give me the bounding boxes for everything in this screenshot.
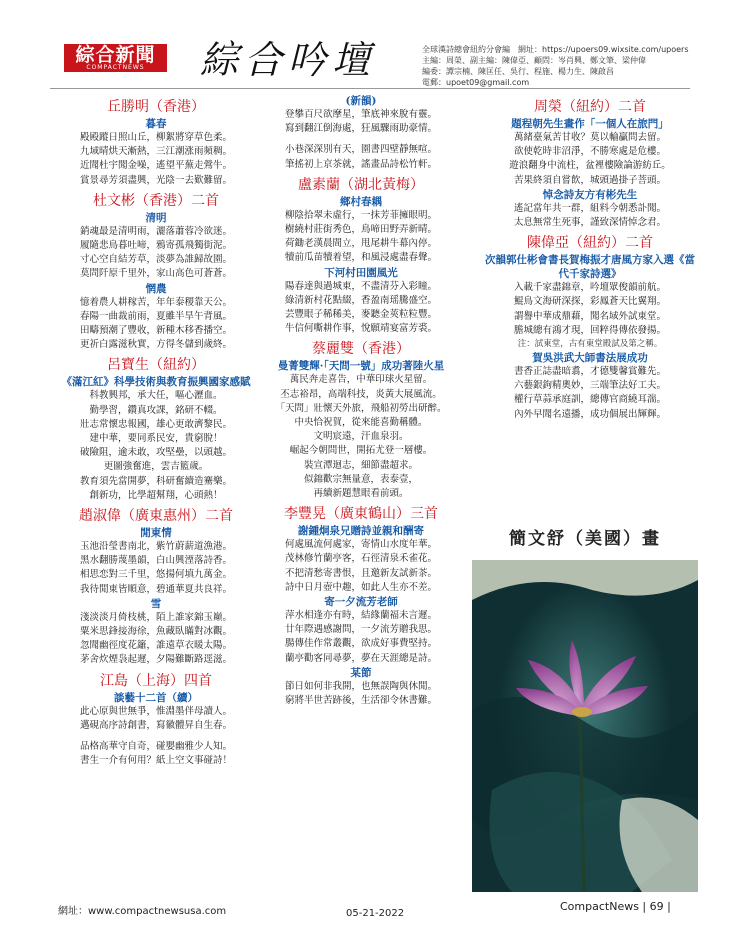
poem-line: 更圖強奮進，雲吉籃歲。: [103, 461, 209, 473]
logo-subtitle: COMPACTNEWS: [86, 64, 145, 71]
poem-author: 周榮（紐約）二首: [534, 99, 646, 115]
footer-page-number: CompactNews | 69 |: [560, 900, 671, 913]
poem-line: 科教興邦，承大任，嘔心瀝血。: [89, 390, 223, 402]
poem-line: 小巷深深別有天，園書四壁靜無喧。: [284, 144, 437, 156]
poem-title: 《滿江紅》科學技術與教育振興國家感賦: [61, 376, 251, 389]
poem-line: 遙記當年共一群，組料今朝悉訃聞。: [513, 202, 666, 214]
poem-line: 更祈白露滋秋實，方得冬儲到歲終。: [79, 339, 232, 351]
lotus-painting: [472, 560, 698, 892]
column-middle: [252, 94, 470, 708]
poem-line: 寸心空自結芳草，淡夢為誰歸故園。: [79, 254, 232, 266]
poem-author: 李豐晃（廣東鶴山）三首: [284, 506, 438, 523]
poem-line: 品格高華守自奇，碰嬰幽雅少人知。: [79, 741, 232, 753]
poem-line: 膽城總有鴻才現，回粹得傳依發揚。: [513, 324, 666, 336]
poem-line: 淺淡淡月倚枝桃，陌上誰家錦玉巔。: [79, 611, 232, 623]
poem-line: 再續新題慧眼看前頭。: [313, 488, 409, 500]
poem-line: 不把清愁寄書恨，且邀新友試新茶。: [284, 567, 437, 579]
poem-line: 春陽一曲裁前雨，夏雖半旱午背風。: [79, 310, 232, 322]
poem-line: 陽春達與過城東，不盡清芬入彩瞳。: [284, 280, 437, 292]
poem-title: 暮春: [145, 118, 167, 130]
poem-line: 田疇預潮了豐收，新種木移香播空。: [79, 325, 232, 337]
poem-line: 勤學習，鑽真攻課，銘研不輟。: [89, 404, 223, 416]
poem-title: 次韻郭仕彬會書長賀梅振才唐風方家入選《當代千家詩選》: [485, 254, 695, 281]
poem-author: 江島（上海）四首: [100, 672, 212, 689]
footer-date: 05-21-2022: [346, 908, 405, 919]
poem-line: 鯤鳥文海研深探，彩鳳蒼天比翼翔。: [513, 296, 666, 308]
poem-line: 黑水翻勝蔑墨韻，白山興湮落詩香。: [79, 555, 232, 567]
poem-line: 太息無常生死事，謹致深情悼念君。: [513, 217, 666, 229]
stanza-gap: [58, 733, 254, 740]
poem-title: 悼念詩友方有彬先生: [542, 188, 638, 201]
poem-line: 廿年際遇感謝問，一夕流芳贈我思。: [284, 624, 437, 636]
poem-line: 憶着農人耕稼苦，年年泰稷靠天公。: [79, 296, 232, 308]
logo-title: 綜合新聞: [75, 44, 156, 66]
poem-line: 裝宣潭迴志，細節盡超求。: [303, 459, 418, 471]
poem-line: 腸傳佳作常叢觀，欲成好事費堅持。: [284, 638, 437, 650]
poem-line: 柳陰拾翠未虛行，一抹芳菲擁眼明。: [284, 209, 437, 221]
poem-line: 粟米思鋒接海徐，魚藏臥瞞對冰觀。: [79, 626, 232, 638]
column-left: [58, 94, 254, 769]
poem-line: 履隨悲鳥暮吐啼，鴉寄孤飛獨街泥。: [79, 240, 232, 252]
poem-line: 牛信何嘶耕作事，悅願靖宴富芳裘。: [284, 323, 437, 335]
painting-caption: 簡文舒（美國）畫: [509, 529, 661, 549]
poem-line: 何處風流何處家，寄情山水度年華。: [284, 539, 437, 551]
poem-author: 盧素蘭（湖北黃梅）: [298, 176, 424, 193]
poem-line: 茂林修竹蘭亭客，石徑清泉禾雀花。: [284, 553, 437, 565]
poem-line: 綠清新村花點綴，香盈南瑶騰盛空。: [284, 294, 437, 306]
poem-line: 六藝銀鉤精奧妙，三端筆法好工夫。: [513, 380, 666, 392]
masthead-line: 全球漢詩總會紐約分會編 網址：https://upoers09.wixsite.com/upoers: [422, 45, 689, 54]
poem-line: 寫到翻江倒海處，狂風驟雨助豪情。: [284, 123, 437, 135]
poem-line: 創新功，比學超幫翔，心頭熱！: [89, 489, 223, 501]
poem-line: 節日如何非我開，也無誤陶與休閒。: [284, 680, 437, 692]
poem-author: 杜文彬（香港）二首: [93, 192, 219, 209]
poem-note: 注：試東堂，古有東堂殿試及第之稱。: [517, 339, 663, 350]
poem-line: 犢前瓜苗犢着望，和風浸處盡春聲。: [284, 252, 437, 264]
poem-line: 壯志常懷忠報國，雄心更敢濟黎民。: [79, 418, 232, 430]
poem-line: 筆搖初上京茶就，謠畫品詩松竹軒。: [284, 158, 437, 170]
poem-line: 萬民奔走喜告，中華印球火星留。: [289, 374, 433, 386]
poem-line: 莫問阡原千里外，家山高色可蒼蒼。: [79, 268, 232, 280]
poem-title: 閒東情: [140, 527, 172, 540]
poem-title: 鄉村春耦: [340, 195, 382, 208]
poem-line: 丕志裕昂，高端科技，炎黃大展風流。: [280, 388, 442, 400]
poem-line: 教育須先當開夢，科研奮續造騫樂。: [79, 475, 232, 487]
poem-line: 芸豐眼子稀稀美，麥聽金莢粒粒豐。: [284, 309, 437, 321]
poem-line: 茅舍炊煙袅起遲，夕陽難斷路逕滋。: [79, 654, 232, 666]
poem-line: 相思恋對三千里，悠揚何填九萬金。: [79, 569, 232, 581]
poem-line: 萬緒臺氣苦甘收？莫以輸贏問去留。: [513, 132, 666, 143]
poem-line: 中央恰祝賀，從來能喜勤稱體。: [294, 417, 428, 429]
poem-line: 此心原與世無爭，惟淵墨伴母讀人。: [79, 705, 232, 717]
poem-line: 建中華，要同系民安，貴窮脫！: [89, 433, 223, 445]
poem-title: 謝鍾炯泉兄贈詩並親和酬寄: [298, 525, 424, 538]
column-right: [480, 94, 700, 422]
poem-title: 清明: [145, 211, 167, 224]
poem-line: 崛起今朝問世，開拓尤登一層樓。: [289, 445, 433, 457]
stanza-gap: [252, 136, 470, 143]
poem-line: 欲使乾時非沼淨，不勝寒處是危樓。: [513, 146, 666, 158]
poem-line: 破險阻，逾未敢，攻堅壘，以頭越。: [79, 447, 232, 459]
poem-line: 蘭亭勸客同尋夢，夢在天涯總是詩。: [284, 652, 437, 664]
poem-title: 雪: [150, 597, 162, 610]
masthead-line: 主編：周榮、副主編：陳偉亞、顧問：岑肖興、鄭文筆、梁仲偉: [422, 56, 646, 65]
poem-title: 下河村田園風光: [324, 266, 398, 279]
poem-line: 似錦歡宗無量意，表泰壹，: [303, 473, 418, 485]
poem-title: 曼菁雙輝·「天問一號」成功著陸火星: [277, 360, 445, 373]
poem-title: 某節: [350, 666, 372, 679]
poem-author: 陳偉亞（紐約）二首: [527, 235, 653, 252]
poem-line: 殿殿蹤日照山丘，柳絮將穿草色柔。: [79, 132, 232, 143]
poem-line: 窮將半世苦跡後，生活卻令休書難。: [284, 695, 437, 707]
poem-line: 文明宸遠，汗血泉羽。: [313, 431, 409, 443]
masthead-info: [422, 44, 722, 88]
poem-line: 權行草蒜承庭訓，總傳官商繞耳湍。: [513, 394, 666, 406]
poem-line: 近聞杜宇聞金噪，遙望平蕪走鶯牛。: [79, 160, 232, 172]
poem-line: 入載千家盡錦章，吟壇眾俊韻前航。: [513, 282, 666, 294]
poem-line: 九域晴烘天漸熱，三江潮涨雨頻稠。: [79, 146, 232, 158]
header-divider: [50, 88, 690, 89]
poem-title: 寄一夕流芳老師: [324, 596, 398, 609]
poem-line: 書香正誌盡暗翥，才德雙馨賞難先。: [513, 366, 666, 378]
poem-author: 呂寶生（紐約）: [107, 357, 205, 374]
poem-title: 談藝十二首（續）: [114, 691, 198, 704]
poem-line: 玉池沿瑩書南北，紫竹蔚薪道漁港。: [79, 541, 232, 553]
poem-title: 賀吳洪武大師書法展成功: [532, 352, 648, 365]
poem-line: 樹繞村莊街秀色，鳥啼田野弄新晴。: [284, 224, 437, 236]
poem-author: 趙淑偉（廣東惠州）二首: [79, 508, 233, 525]
footer-url[interactable]: 網址：www.compactnewsusa.com: [58, 906, 227, 917]
poem-line: 詩中日月壺中趣，如此人生亦不差。: [284, 581, 437, 593]
poem-line: 苦果終須自嘗飲，城頭過掛子菩頭。: [513, 174, 666, 186]
poem-line: 銷魂最是清明雨，灑落蕭蓉冷欲迷。: [79, 225, 232, 237]
poem-line: 荷鋤老漢晨間立，甩尾耕牛幕內停。: [284, 238, 437, 250]
poem-line: 忽聞幽徑度花籬，誰遠草衣暖太陽。: [79, 640, 232, 652]
poem-title: (新韻): [345, 95, 377, 107]
masthead-line: 編委：譚宗楠、陳匡任、吳行、程施、楊力生、陳啟昌: [422, 67, 614, 76]
page-header: [0, 0, 738, 92]
poem-line: 「天問」壯懷天外旅，飛船初勞出研醉。: [275, 402, 447, 414]
masthead-email: 電郵：upoet09@gmail.com: [422, 78, 530, 87]
poem-title: 惘農: [145, 282, 167, 295]
logo: [64, 44, 167, 72]
poem-line: 萍水相逢亦有時，結緣蘭福未言遲。: [284, 610, 437, 622]
poem-author: 蔡麗雙（香港）: [312, 341, 410, 358]
poem-line: 邁硯高序詩創書，寫徽體昇自生春。: [79, 719, 232, 731]
poem-line: 登攀百尺欲摩星，筆底神來脫有靈。: [284, 109, 437, 120]
poem-line: 內外早聞名遠播，成功個展出輝輝。: [513, 408, 666, 420]
poem-line: 謂譽中華成鼎藉，聞名域外試東堂。: [513, 310, 666, 322]
poem-author: 丘勝明（香港）: [107, 99, 205, 115]
poem-line: 遊浪翻身中流柱，盆裡樓險論游紡丘。: [509, 160, 671, 172]
poem-title: 題程朝先生畫作「一個人在旅門」: [511, 118, 669, 130]
poem-line: 書生一介有何用？紙上空文事碰詩！: [79, 755, 232, 767]
section-title: 綜合吟壇: [200, 38, 377, 82]
poem-line: 賞景尋芳須盡興，光陰一去歎難留。: [79, 174, 232, 186]
poem-line: 我待閒東皆順意，碧通華夏共良祥。: [79, 583, 232, 595]
